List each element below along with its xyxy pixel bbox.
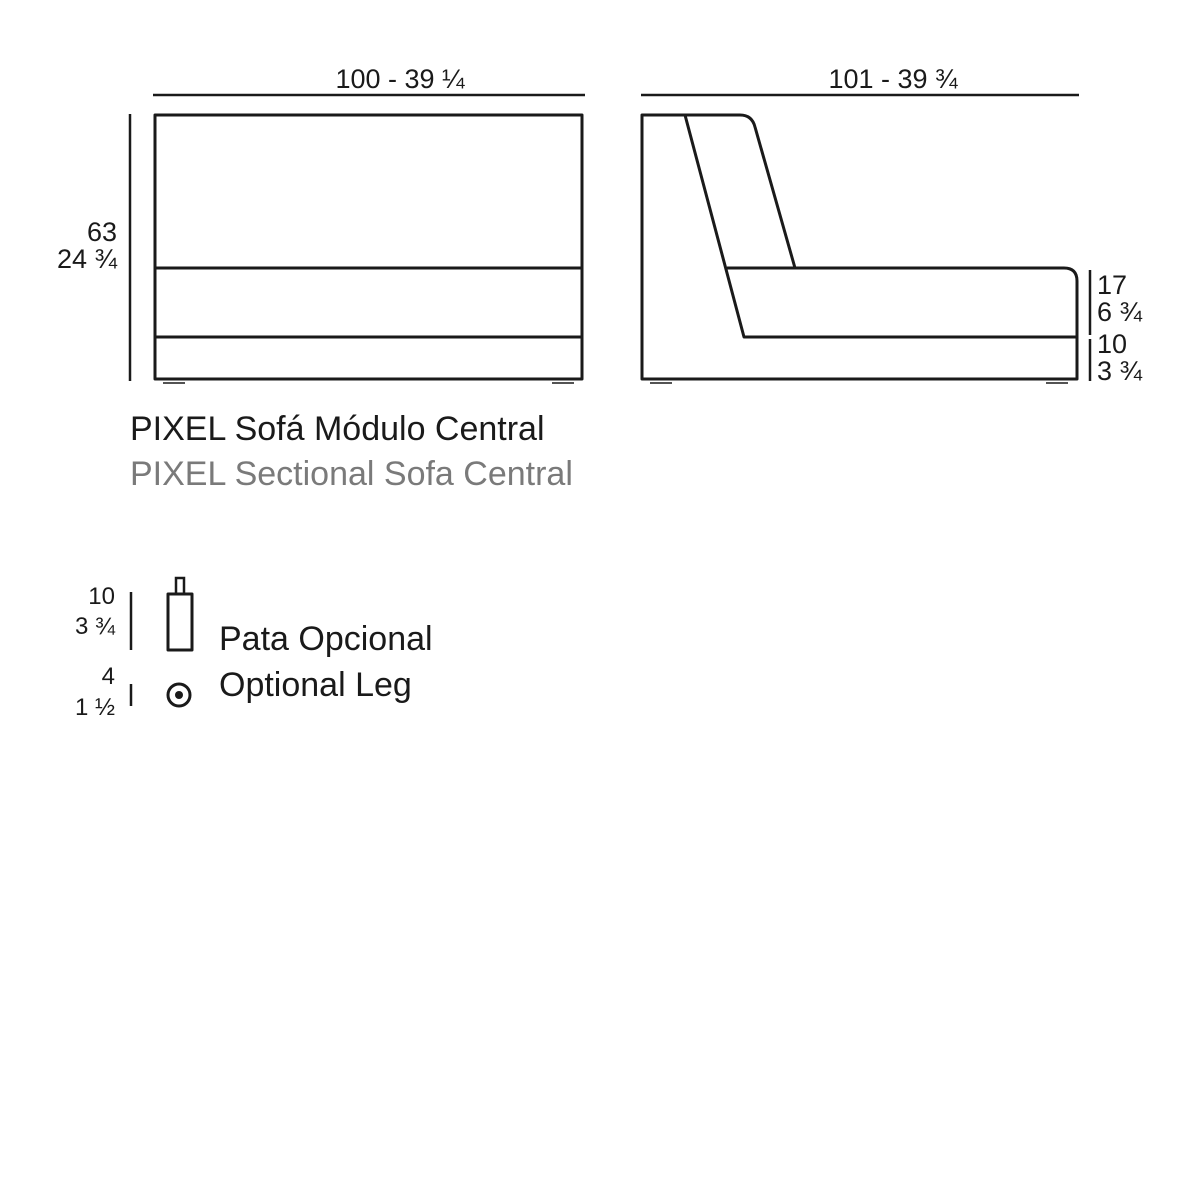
tall-leg-label-in: 3 ¾ bbox=[74, 613, 115, 640]
optional-leg-label-en: Optional Leg bbox=[219, 666, 412, 704]
optional-leg-legend bbox=[75, 578, 433, 721]
side-depth-label: 101 - 39 ¾ bbox=[828, 64, 958, 94]
front-width-label: 100 - 39 ¼ bbox=[335, 64, 465, 94]
front-height-label-cm: 63 bbox=[86, 217, 117, 247]
front-height-label-in: 24 ¾ bbox=[56, 244, 117, 274]
side-base-label-in: 3 ¾ bbox=[1097, 356, 1143, 386]
front-view bbox=[57, 64, 585, 383]
product-subtitle: PIXEL Sectional Sofa Central bbox=[130, 455, 573, 493]
tall-leg-icon bbox=[168, 578, 192, 650]
side-seat-label-in: 6 ¾ bbox=[1097, 297, 1143, 327]
tall-leg-label-cm: 10 bbox=[88, 583, 115, 610]
side-base-label-cm: 10 bbox=[1097, 329, 1128, 359]
short-leg-label-in: 1 ½ bbox=[74, 694, 115, 721]
side-backrest-line bbox=[685, 115, 1077, 337]
optional-leg-label-es: Pata Opcional bbox=[219, 620, 433, 658]
short-leg-label-cm: 4 bbox=[101, 663, 115, 690]
side-seat-label-cm: 17 bbox=[1097, 270, 1128, 300]
side-sofa-outline bbox=[642, 115, 1077, 379]
product-title: PIXEL Sofá Módulo Central bbox=[130, 410, 545, 448]
front-sofa-outline bbox=[155, 115, 582, 379]
side-view bbox=[641, 64, 1143, 386]
short-leg-icon bbox=[168, 684, 190, 706]
